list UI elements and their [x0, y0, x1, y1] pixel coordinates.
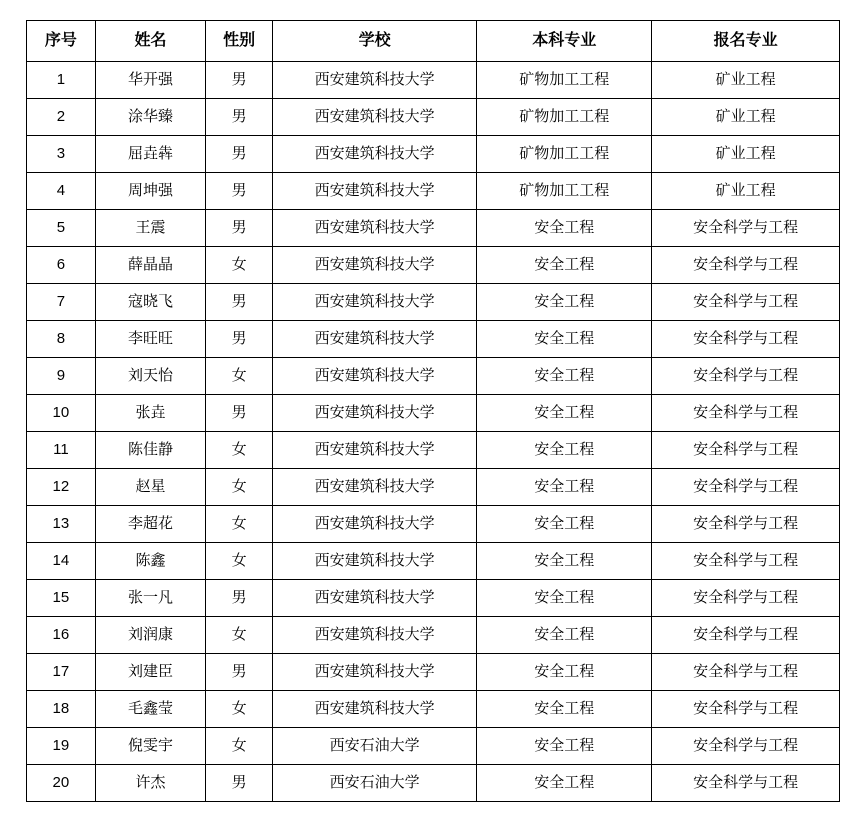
table-row: [27, 543, 840, 580]
cell-gender: 男: [206, 173, 273, 210]
cell-apply: 安全科学与工程: [652, 506, 840, 543]
cell-major: 安全工程: [477, 321, 652, 358]
cell-seq: 17: [27, 654, 96, 691]
cell-apply: 安全科学与工程: [652, 691, 840, 728]
table-row: [27, 580, 840, 617]
cell-seq: 8: [27, 321, 96, 358]
cell-school: 西安建筑科技大学: [272, 136, 476, 173]
cell-school: 西安建筑科技大学: [272, 654, 476, 691]
cell-school: 西安建筑科技大学: [272, 210, 476, 247]
cell-seq: 10: [27, 395, 96, 432]
column-header-name: 姓名: [95, 21, 205, 62]
table-row: [27, 321, 840, 358]
cell-school: 西安建筑科技大学: [272, 395, 476, 432]
table-row: [27, 506, 840, 543]
cell-name: 屈垚犇: [95, 136, 205, 173]
cell-seq: 11: [27, 432, 96, 469]
column-header-apply: 报名专业: [652, 21, 840, 62]
cell-school: 西安建筑科技大学: [272, 173, 476, 210]
cell-gender: 男: [206, 62, 273, 99]
cell-major: 安全工程: [477, 506, 652, 543]
cell-major: 矿物加工工程: [477, 173, 652, 210]
cell-name: 毛鑫莹: [95, 691, 205, 728]
cell-gender: 男: [206, 99, 273, 136]
cell-major: 安全工程: [477, 210, 652, 247]
cell-major: 安全工程: [477, 654, 652, 691]
cell-seq: 14: [27, 543, 96, 580]
cell-seq: 7: [27, 284, 96, 321]
cell-name: 陈鑫: [95, 543, 205, 580]
cell-seq: 3: [27, 136, 96, 173]
cell-apply: 安全科学与工程: [652, 284, 840, 321]
cell-seq: 2: [27, 99, 96, 136]
cell-name: 刘天怡: [95, 358, 205, 395]
cell-apply: 安全科学与工程: [652, 321, 840, 358]
cell-seq: 6: [27, 247, 96, 284]
cell-major: 安全工程: [477, 432, 652, 469]
cell-gender: 女: [206, 358, 273, 395]
cell-school: 西安建筑科技大学: [272, 358, 476, 395]
cell-name: 李超花: [95, 506, 205, 543]
cell-name: 王震: [95, 210, 205, 247]
cell-major: 安全工程: [477, 765, 652, 802]
cell-seq: 19: [27, 728, 96, 765]
cell-name: 寇晓飞: [95, 284, 205, 321]
column-header-school: 学校: [272, 21, 476, 62]
cell-name: 倪雯宇: [95, 728, 205, 765]
cell-name: 张一凡: [95, 580, 205, 617]
cell-seq: 18: [27, 691, 96, 728]
cell-apply: 矿业工程: [652, 173, 840, 210]
cell-gender: 男: [206, 580, 273, 617]
cell-school: 西安建筑科技大学: [272, 284, 476, 321]
cell-major: 安全工程: [477, 247, 652, 284]
cell-apply: 矿业工程: [652, 62, 840, 99]
table-header-row: [27, 21, 840, 62]
table-row: [27, 136, 840, 173]
cell-name: 薛晶晶: [95, 247, 205, 284]
cell-name: 华开强: [95, 62, 205, 99]
cell-apply: 矿业工程: [652, 136, 840, 173]
column-header-gender: 性别: [206, 21, 273, 62]
cell-gender: 女: [206, 506, 273, 543]
cell-major: 安全工程: [477, 543, 652, 580]
cell-name: 赵星: [95, 469, 205, 506]
cell-gender: 男: [206, 210, 273, 247]
cell-major: 安全工程: [477, 284, 652, 321]
table-row: [27, 691, 840, 728]
cell-name: 张垚: [95, 395, 205, 432]
cell-gender: 男: [206, 765, 273, 802]
table-row: [27, 654, 840, 691]
table-row: [27, 728, 840, 765]
table-row: [27, 765, 840, 802]
cell-apply: 安全科学与工程: [652, 210, 840, 247]
column-header-seq: 序号: [27, 21, 96, 62]
cell-name: 陈佳静: [95, 432, 205, 469]
cell-name: 周坤强: [95, 173, 205, 210]
cell-gender: 女: [206, 691, 273, 728]
table-body: [27, 62, 840, 802]
cell-gender: 女: [206, 617, 273, 654]
cell-seq: 5: [27, 210, 96, 247]
cell-name: 刘润康: [95, 617, 205, 654]
cell-apply: 安全科学与工程: [652, 432, 840, 469]
cell-school: 西安建筑科技大学: [272, 617, 476, 654]
cell-major: 安全工程: [477, 469, 652, 506]
cell-school: 西安建筑科技大学: [272, 62, 476, 99]
cell-major: 安全工程: [477, 580, 652, 617]
table-row: [27, 358, 840, 395]
cell-gender: 女: [206, 728, 273, 765]
cell-apply: 安全科学与工程: [652, 358, 840, 395]
table-row: [27, 99, 840, 136]
cell-school: 西安建筑科技大学: [272, 247, 476, 284]
cell-school: 西安建筑科技大学: [272, 432, 476, 469]
cell-gender: 男: [206, 136, 273, 173]
cell-major: 安全工程: [477, 358, 652, 395]
table-row: [27, 173, 840, 210]
cell-apply: 安全科学与工程: [652, 469, 840, 506]
cell-name: 李旺旺: [95, 321, 205, 358]
cell-apply: 安全科学与工程: [652, 654, 840, 691]
table-row: [27, 210, 840, 247]
cell-apply: 安全科学与工程: [652, 728, 840, 765]
cell-seq: 20: [27, 765, 96, 802]
cell-major: 矿物加工工程: [477, 136, 652, 173]
cell-school: 西安建筑科技大学: [272, 506, 476, 543]
cell-apply: 矿业工程: [652, 99, 840, 136]
cell-gender: 男: [206, 395, 273, 432]
cell-name: 刘建臣: [95, 654, 205, 691]
cell-major: 安全工程: [477, 691, 652, 728]
cell-seq: 15: [27, 580, 96, 617]
table-header: [27, 21, 840, 62]
applicant-roster-table: [26, 20, 840, 802]
cell-gender: 女: [206, 247, 273, 284]
cell-seq: 1: [27, 62, 96, 99]
cell-seq: 12: [27, 469, 96, 506]
cell-school: 西安建筑科技大学: [272, 580, 476, 617]
cell-school: 西安石油大学: [272, 765, 476, 802]
cell-major: 矿物加工工程: [477, 99, 652, 136]
cell-school: 西安石油大学: [272, 728, 476, 765]
cell-gender: 女: [206, 543, 273, 580]
table-row: [27, 284, 840, 321]
table-row: [27, 617, 840, 654]
cell-apply: 安全科学与工程: [652, 543, 840, 580]
cell-name: 许杰: [95, 765, 205, 802]
cell-seq: 9: [27, 358, 96, 395]
cell-seq: 16: [27, 617, 96, 654]
cell-apply: 安全科学与工程: [652, 617, 840, 654]
cell-apply: 安全科学与工程: [652, 247, 840, 284]
cell-major: 矿物加工工程: [477, 62, 652, 99]
cell-gender: 男: [206, 654, 273, 691]
table-row: [27, 395, 840, 432]
cell-name: 涂华臻: [95, 99, 205, 136]
cell-major: 安全工程: [477, 617, 652, 654]
cell-seq: 13: [27, 506, 96, 543]
cell-apply: 安全科学与工程: [652, 580, 840, 617]
cell-gender: 女: [206, 432, 273, 469]
cell-major: 安全工程: [477, 395, 652, 432]
cell-gender: 女: [206, 469, 273, 506]
cell-school: 西安建筑科技大学: [272, 99, 476, 136]
cell-apply: 安全科学与工程: [652, 395, 840, 432]
cell-school: 西安建筑科技大学: [272, 691, 476, 728]
column-header-major: 本科专业: [477, 21, 652, 62]
table-row: [27, 247, 840, 284]
cell-gender: 男: [206, 284, 273, 321]
cell-school: 西安建筑科技大学: [272, 543, 476, 580]
cell-major: 安全工程: [477, 728, 652, 765]
table-row: [27, 469, 840, 506]
table-row: [27, 62, 840, 99]
table-row: [27, 432, 840, 469]
cell-gender: 男: [206, 321, 273, 358]
cell-seq: 4: [27, 173, 96, 210]
cell-school: 西安建筑科技大学: [272, 321, 476, 358]
cell-apply: 安全科学与工程: [652, 765, 840, 802]
cell-school: 西安建筑科技大学: [272, 469, 476, 506]
